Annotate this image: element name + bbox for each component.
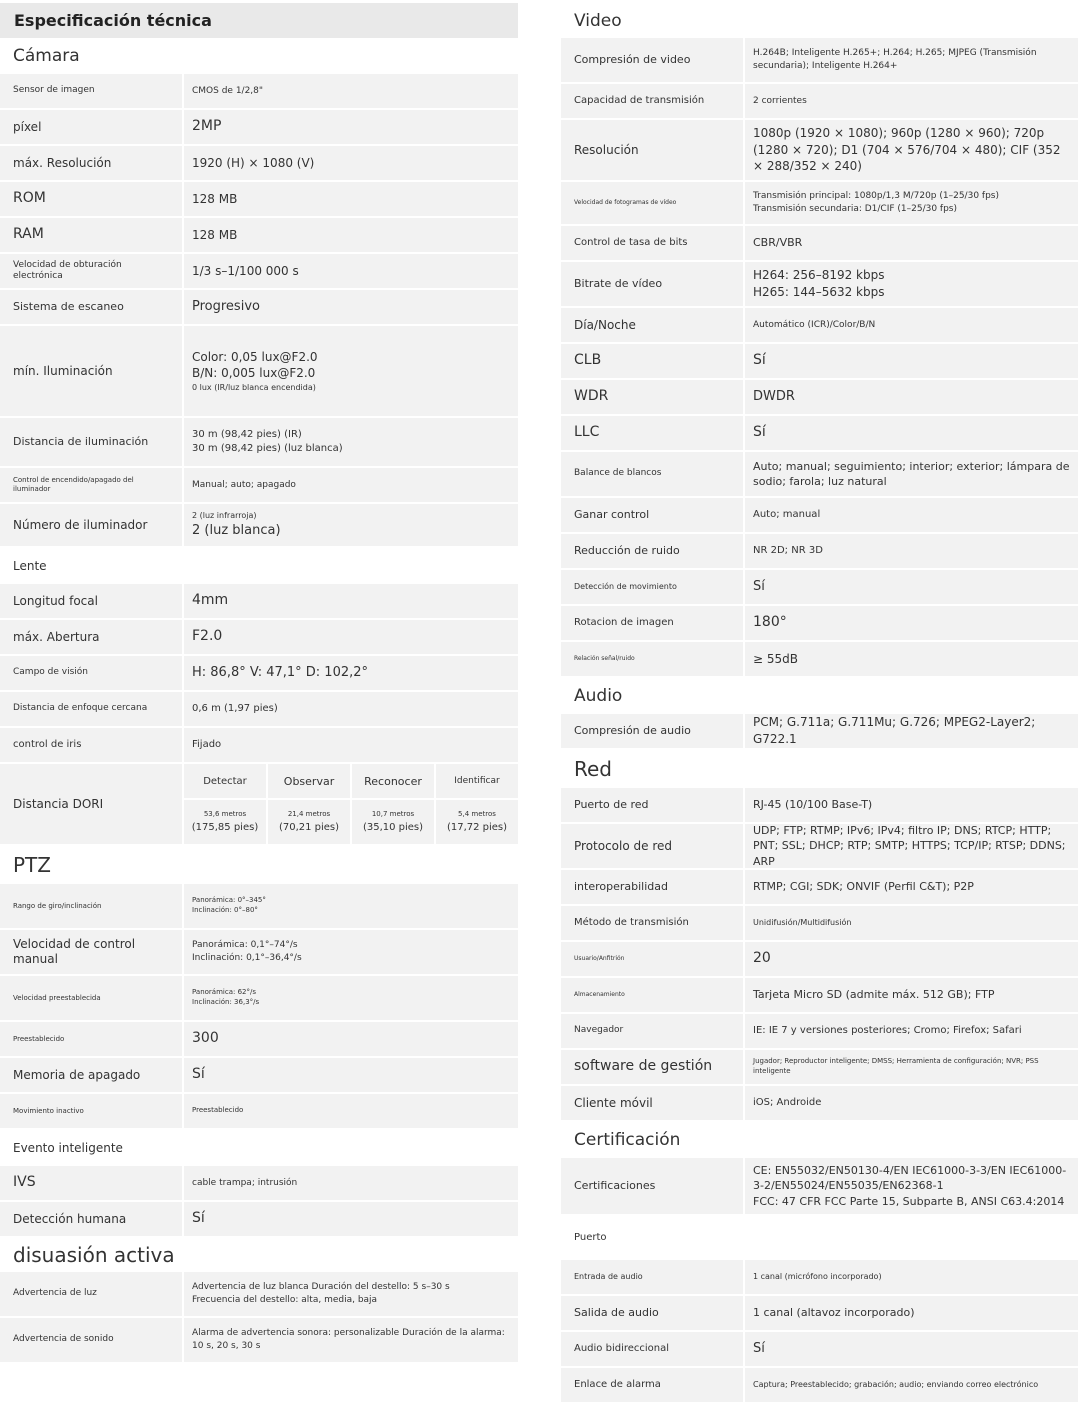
- spec-value: [745, 570, 1078, 604]
- spec-row: [561, 1050, 1078, 1084]
- spec-row: [561, 942, 1078, 976]
- dori-header: Identificar: [436, 764, 518, 798]
- spec-row: [561, 534, 1078, 568]
- spec-row: [0, 146, 518, 180]
- spec-value-line: Sí: [192, 1210, 205, 1227]
- spec-value-line: RJ-45 (10/100 Base-T): [753, 798, 873, 812]
- dori-key: Distancia DORI: [0, 764, 182, 844]
- spec-row: [561, 570, 1078, 604]
- spec-value-line: Preestablecido: [192, 1106, 244, 1115]
- spec-row: [0, 656, 518, 690]
- spec-value-line: Inclinación: 0°–80°: [192, 906, 258, 914]
- spec-value: [184, 620, 518, 654]
- spec-key: Advertencia de sonido: [0, 1318, 182, 1362]
- spec-value-line: 1 canal (altavoz incorporado): [753, 1306, 915, 1320]
- spec-key: control de iris: [0, 728, 182, 762]
- spec-key: Capacidad de transmisión: [561, 84, 743, 118]
- spec-value: [745, 308, 1078, 342]
- spec-value: [184, 326, 518, 416]
- lens-table: [0, 584, 518, 762]
- spec-value-line: 1080p (1920 × 1080); 960p (1280 × 960); 720p (1280 × 720); D1 (704 × 576/704 × 480); CIF (352 × 288/352 × 240): [753, 125, 1061, 174]
- spec-row: [561, 452, 1078, 496]
- spec-row: [0, 728, 518, 762]
- spec-value-line: H265: 144–5632 kbps: [753, 285, 885, 299]
- spec-value-line: Captura; Preestablecido; grabación; audio; enviando correo electrónico: [753, 1380, 1039, 1390]
- audio-table: [561, 714, 1078, 748]
- spec-value-line: H: 86,8° V: 47,1° D: 102,2°: [192, 664, 369, 680]
- spec-key: Control de tasa de bits: [561, 226, 743, 260]
- spec-value-line: NR 2D; NR 3D: [753, 545, 823, 556]
- spec-key: Longitud focal: [0, 584, 182, 618]
- spec-key: Puerto de red: [561, 788, 743, 822]
- spec-key: Audio bidireccional: [561, 1332, 743, 1366]
- left-column: [0, 0, 518, 1364]
- spec-value-line: Panorámica: 62°/s: [192, 988, 256, 997]
- dori-header: Observar: [268, 764, 350, 798]
- spec-key: Certificaciones: [561, 1158, 743, 1214]
- spec-value: [745, 182, 1078, 224]
- spec-key: Compresión de audio: [561, 714, 743, 748]
- spec-key: Balance de blancos: [561, 452, 743, 496]
- spec-value-line: Alarma de advertencia sonora: personalizable Duración de la alarma: 10 s, 20 s, 30 s: [192, 1328, 505, 1351]
- spec-value-line: Sí: [192, 1066, 205, 1083]
- spec-key: Almacenamiento: [561, 978, 743, 1012]
- dori-grid: [184, 764, 518, 844]
- spec-value: [184, 418, 518, 466]
- spec-value: [184, 146, 518, 180]
- spec-key: Rotacion de imagen: [561, 606, 743, 640]
- spec-key: Número de iluminador: [0, 504, 182, 546]
- spec-value-line: 1920 (H) × 1080 (V): [192, 155, 315, 170]
- spec-value-line: PCM; G.711a; G.711Mu; G.726; MPEG2-Layer2; G722.1: [753, 715, 1036, 746]
- spec-key: Memoria de apagado: [0, 1058, 182, 1092]
- spec-value-line: Manual; auto; apagado: [192, 479, 296, 490]
- spec-value-line: 300: [192, 1030, 219, 1047]
- spec-value-line: Panorámica: 0,1°–74°/s: [192, 940, 298, 951]
- dori-row: [0, 764, 518, 844]
- spec-row: [561, 906, 1078, 940]
- spec-row: [0, 110, 518, 144]
- spec-row: [561, 498, 1078, 532]
- spec-value-line: Advertencia de luz blanca Duración del destello: 5 s–30 s: [192, 1282, 450, 1293]
- spec-value-line: CMOS de 1/2,8": [192, 85, 264, 96]
- spec-row: [561, 978, 1078, 1012]
- spec-value-line: Inclinación: 0,1°–36,4°/s: [192, 953, 302, 963]
- spec-row: [561, 38, 1078, 82]
- spec-value: [745, 344, 1078, 378]
- spec-value-line: 0,6 m (1,97 pies): [192, 703, 278, 714]
- spec-value-line: FCC: 47 CFR FCC Parte 15, Subparte B, ANSI C63.4:2014: [753, 1194, 1065, 1208]
- spec-value-line: 30 m (98,42 pies) (luz blanca): [192, 443, 343, 454]
- spec-value: [745, 262, 1078, 306]
- spec-value-line: 2 (luz blanca): [192, 522, 281, 538]
- spec-row: [0, 1058, 518, 1092]
- spec-row: [561, 1260, 1078, 1294]
- spec-key: Reducción de ruido: [561, 534, 743, 568]
- spec-key: Bitrate de vídeo: [561, 262, 743, 306]
- spec-row: [561, 1332, 1078, 1366]
- spec-row: [0, 1272, 518, 1316]
- spec-key: CLB: [561, 344, 743, 378]
- spec-value: [184, 584, 518, 618]
- section-lens: Lente: [13, 559, 47, 573]
- spec-value-line: Sí: [753, 352, 766, 369]
- spec-key: WDR: [561, 380, 743, 414]
- spec-row: [561, 1296, 1078, 1330]
- spec-value-line: 0 lux (IR/luz blanca encendida): [192, 383, 316, 393]
- spec-row: [0, 504, 518, 546]
- spec-key: Detección de movimiento: [561, 570, 743, 604]
- spec-key: Ganar control: [561, 498, 743, 532]
- section-video: Video: [574, 11, 622, 31]
- spec-value-line: Auto; manual; seguimiento; interior; exterior; lámpara de sodio; farola; luz natural: [753, 459, 1070, 488]
- spec-value-line: 2 (luz infrarroja): [192, 511, 257, 521]
- spec-row: [0, 182, 518, 216]
- spec-value: [745, 1050, 1078, 1084]
- dori-header: Detectar: [184, 764, 266, 798]
- spec-row: [561, 344, 1078, 378]
- spec-row: [561, 714, 1078, 748]
- spec-key: ROM: [0, 182, 182, 216]
- spec-key: Movimiento inactivo: [0, 1094, 182, 1128]
- spec-row: [561, 84, 1078, 118]
- spec-value-line: 20: [753, 950, 771, 967]
- spec-value: [745, 1158, 1078, 1214]
- spec-key: Cliente móvil: [561, 1086, 743, 1120]
- section-port: Puerto: [574, 1232, 607, 1243]
- spec-key: Resolución: [561, 120, 743, 180]
- section-network: Red: [574, 757, 612, 781]
- spec-value: [745, 1332, 1078, 1366]
- spec-value: [184, 930, 518, 974]
- spec-value-line: 30 m (98,42 pies) (IR): [192, 429, 302, 440]
- spec-value: [184, 1094, 518, 1128]
- spec-row: [561, 308, 1078, 342]
- spec-key: interoperabilidad: [561, 870, 743, 904]
- spec-value-line: Unidifusión/Multidifusión: [753, 918, 852, 928]
- spec-value: [745, 84, 1078, 118]
- spec-value-line: CE: EN55032/EN50130-4/EN IEC61000-3-3/EN IEC61000-3-2/EN55024/EN55035/EN62368-1: [753, 1163, 1067, 1193]
- spec-value: [184, 74, 518, 108]
- spec-value: [745, 1296, 1078, 1330]
- spec-key: Campo de visión: [0, 656, 182, 690]
- dori-meters: 5,4 metros: [458, 810, 496, 819]
- section-smart-event: Evento inteligente: [13, 1141, 123, 1155]
- spec-value: [745, 416, 1078, 450]
- spec-value: [184, 468, 518, 502]
- spec-value-line: H.264B; Inteligente H.265+; H.264; H.265; MJPEG (Transmisión secundaria); Inteligente H.264+: [753, 48, 1037, 71]
- spec-row: [561, 1368, 1078, 1402]
- spec-value-line: Transmisión secundaria: D1/CIF (1–25/30 fps): [753, 204, 958, 214]
- camera-table: [0, 74, 518, 546]
- spec-row: [0, 290, 518, 324]
- network-table: [561, 788, 1078, 1120]
- dori-feet: (70,21 pies): [278, 821, 340, 833]
- spec-value-line: 1 canal (micrófono incorporado): [753, 1272, 882, 1282]
- spec-value: [745, 1368, 1078, 1402]
- spec-value: [745, 120, 1078, 180]
- ptz-table: [0, 884, 518, 1128]
- spec-row: [0, 1022, 518, 1056]
- spec-key: máx. Abertura: [0, 620, 182, 654]
- dori-feet: (35,10 pies): [362, 821, 424, 833]
- spec-value: [745, 824, 1078, 868]
- certification-table: [561, 1158, 1078, 1214]
- spec-row: [561, 380, 1078, 414]
- spec-value-line: Sí: [753, 578, 765, 594]
- spec-row: [561, 1086, 1078, 1120]
- spec-row: [0, 1318, 518, 1362]
- spec-value: [184, 290, 518, 324]
- spec-value-line: Sí: [753, 424, 766, 441]
- spec-row: [0, 584, 518, 618]
- spec-key: Relación señal/ruido: [561, 642, 743, 676]
- spec-value: [184, 110, 518, 144]
- spec-value-line: 2MP: [192, 118, 222, 135]
- spec-key: Distancia de enfoque cercana: [0, 692, 182, 726]
- spec-row: [561, 870, 1078, 904]
- dori-recognize: [352, 764, 434, 844]
- dori-meters: 21,4 metros: [287, 810, 331, 819]
- spec-key: Advertencia de luz: [0, 1272, 182, 1316]
- spec-value: [745, 38, 1078, 82]
- spec-key: Protocolo de red: [561, 824, 743, 868]
- spec-value: [745, 870, 1078, 904]
- spec-key: píxel: [0, 110, 182, 144]
- spec-value-line: Panorámica: 0°–345°: [192, 896, 266, 905]
- spec-row: [0, 418, 518, 466]
- spec-key: Entrada de audio: [561, 1260, 743, 1294]
- spec-row: [561, 642, 1078, 676]
- spec-value: [184, 976, 518, 1020]
- section-camera: Cámara: [13, 46, 80, 66]
- spec-key: Día/Noche: [561, 308, 743, 342]
- spec-value-line: 2 corrientes: [753, 95, 807, 106]
- spec-row: [561, 416, 1078, 450]
- video-table: [561, 38, 1078, 676]
- spec-value: [184, 1272, 518, 1316]
- spec-value-line: RTMP; CGI; SDK; ONVIF (Perfil C&T); P2P: [753, 880, 974, 894]
- spec-row: [561, 788, 1078, 822]
- spec-value-line: 180°: [753, 614, 787, 631]
- spec-value: [745, 498, 1078, 532]
- spec-row: [0, 930, 518, 974]
- spec-row: [561, 120, 1078, 180]
- spec-value-line: H264: 256–8192 kbps: [753, 268, 885, 283]
- spec-key: Distancia de iluminación: [0, 418, 182, 466]
- right-column: [561, 0, 1078, 1404]
- spec-row: [0, 218, 518, 252]
- spec-value-line: Jugador; Reproductor inteligente; DMSS; Herramienta de configuración; NVR; PSS inteligente: [753, 1057, 1039, 1075]
- spec-key: Velocidad preestablecida: [0, 976, 182, 1020]
- spec-value: [745, 788, 1078, 822]
- spec-value-line: Transmisión principal: 1080p/1,3 M/720p (1–25/30 fps): [753, 191, 999, 202]
- spec-row: [0, 326, 518, 416]
- spec-value: [184, 1022, 518, 1056]
- spec-value-line: IE: IE 7 y versiones posteriores; Cromo; Firefox; Safari: [753, 1025, 1022, 1036]
- spec-key: Usuario/Anfitrión: [561, 942, 743, 976]
- spec-value-line: 4mm: [192, 592, 229, 609]
- spec-value-line: Sí: [753, 1340, 765, 1356]
- spec-key: Enlace de alarma: [561, 1368, 743, 1402]
- spec-value: [745, 380, 1078, 414]
- dori-detect: [184, 764, 266, 844]
- spec-value-line: 128 MB: [192, 191, 238, 206]
- spec-value-line: Automático (ICR)/Color/B/N: [753, 319, 876, 330]
- spec-value: [184, 1166, 518, 1200]
- spec-value-line: Color: 0,05 lux@F2.0: [192, 349, 318, 364]
- spec-key: Velocidad de fotogramas de vídeo: [561, 182, 743, 224]
- spec-value: [184, 692, 518, 726]
- spec-row: [561, 1158, 1078, 1214]
- spec-title: Especificación técnica: [0, 3, 518, 38]
- spec-key: Compresión de video: [561, 38, 743, 82]
- spec-key: LLC: [561, 416, 743, 450]
- spec-value: [184, 1318, 518, 1362]
- spec-key: Sistema de escaneo: [0, 290, 182, 324]
- spec-key: Rango de giro/inclinación: [0, 884, 182, 928]
- spec-value: [745, 452, 1078, 496]
- spec-value: [745, 1260, 1078, 1294]
- section-ptz: PTZ: [13, 853, 51, 877]
- dori-identify: [436, 764, 518, 844]
- spec-key: Detección humana: [0, 1202, 182, 1236]
- spec-key: máx. Resolución: [0, 146, 182, 180]
- dori-value: [352, 800, 434, 844]
- spec-key: Navegador: [561, 1014, 743, 1048]
- spec-value: [745, 642, 1078, 676]
- spec-value-line: iOS; Androide: [753, 1097, 822, 1108]
- spec-value-line: Frecuencia del destello: alta, media, baja: [192, 1295, 378, 1305]
- spec-row: [561, 606, 1078, 640]
- spec-key: Sensor de imagen: [0, 74, 182, 108]
- dori-meters: 53,6 metros: [203, 810, 247, 819]
- dori-feet: (175,85 pies): [191, 821, 259, 833]
- spec-value: [184, 218, 518, 252]
- spec-value-line: Fijado: [192, 739, 222, 750]
- spec-value: [745, 906, 1078, 940]
- spec-value-line: CBR/VBR: [753, 236, 803, 250]
- section-audio: Audio: [574, 686, 623, 706]
- spec-row: [0, 1166, 518, 1200]
- spec-value: [745, 1014, 1078, 1048]
- spec-value: [184, 254, 518, 288]
- spec-row: [0, 74, 518, 108]
- spec-row: [561, 226, 1078, 260]
- spec-row: [561, 262, 1078, 306]
- dori-feet: (17,72 pies): [446, 821, 508, 833]
- spec-row: [0, 468, 518, 502]
- spec-key: RAM: [0, 218, 182, 252]
- spec-value-line: 128 MB: [192, 227, 238, 242]
- spec-value: [184, 884, 518, 928]
- section-deterrence: disuasión activa: [13, 1243, 175, 1267]
- spec-value: [745, 942, 1078, 976]
- spec-value: [184, 1058, 518, 1092]
- spec-key: mín. Iluminación: [0, 326, 182, 416]
- spec-value: [184, 656, 518, 690]
- spec-row: [0, 1202, 518, 1236]
- spec-row: [0, 692, 518, 726]
- spec-value-line: cable trampa; intrusión: [192, 1177, 298, 1188]
- spec-value: [184, 728, 518, 762]
- spec-value-line: DWDR: [753, 388, 795, 404]
- spec-value-line: UDP; FTP; RTMP; IPv6; IPv4; filtro IP; DNS; RTCP; HTTP; PNT; SSL; DHCP; RTP; SMTP; HTTPS; TCP/IP; RTSP; DDNS; ARP: [753, 823, 1066, 868]
- spec-row: [0, 976, 518, 1020]
- deterrence-table: [0, 1272, 518, 1362]
- spec-value: [745, 714, 1078, 748]
- spec-row: [0, 620, 518, 654]
- spec-value: [184, 182, 518, 216]
- spec-value: [745, 534, 1078, 568]
- spec-key: IVS: [0, 1166, 182, 1200]
- spec-key: Salida de audio: [561, 1296, 743, 1330]
- spec-value-line: F2.0: [192, 628, 223, 645]
- spec-row: [0, 254, 518, 288]
- dori-observe: [268, 764, 350, 844]
- spec-value-line: Inclinación: 36,3°/s: [192, 998, 260, 1006]
- section-certification: Certificación: [574, 1130, 681, 1150]
- spec-value-line: ≥ 55dB: [753, 651, 798, 666]
- spec-row: [561, 182, 1078, 224]
- spec-row: [561, 1014, 1078, 1048]
- spec-row: [0, 884, 518, 928]
- spec-value: [184, 504, 518, 546]
- spec-row: [0, 1094, 518, 1128]
- spec-row: [561, 824, 1078, 868]
- spec-key: software de gestión: [561, 1050, 743, 1084]
- dori-value: [436, 800, 518, 844]
- spec-value-line: B/N: 0,005 lux@F2.0: [192, 366, 316, 381]
- smart-table: [0, 1166, 518, 1236]
- spec-value: [745, 226, 1078, 260]
- dori-meters: 10,7 metros: [371, 810, 415, 819]
- spec-key: Velocidad de control manual: [0, 930, 182, 974]
- spec-value: [745, 978, 1078, 1012]
- spec-value: [745, 1086, 1078, 1120]
- port-table: [561, 1260, 1078, 1402]
- spec-key: Preestablecido: [0, 1022, 182, 1056]
- spec-key: Velocidad de obturación electrónica: [0, 254, 182, 288]
- spec-value: [745, 606, 1078, 640]
- dori-header: Reconocer: [352, 764, 434, 798]
- dori-value: [184, 800, 266, 844]
- spec-value-line: Tarjeta Micro SD (admite máx. 512 GB); FTP: [753, 988, 995, 1002]
- spec-key: Método de transmisión: [561, 906, 743, 940]
- spec-value: [184, 1202, 518, 1236]
- spec-value-line: 1/3 s–1/100 000 s: [192, 263, 299, 278]
- spec-value-line: Auto; manual: [753, 509, 821, 520]
- spec-value-line: Progresivo: [192, 298, 260, 314]
- spec-key: Control de encendido/apagado del iluminador: [0, 468, 182, 502]
- dori-value: [268, 800, 350, 844]
